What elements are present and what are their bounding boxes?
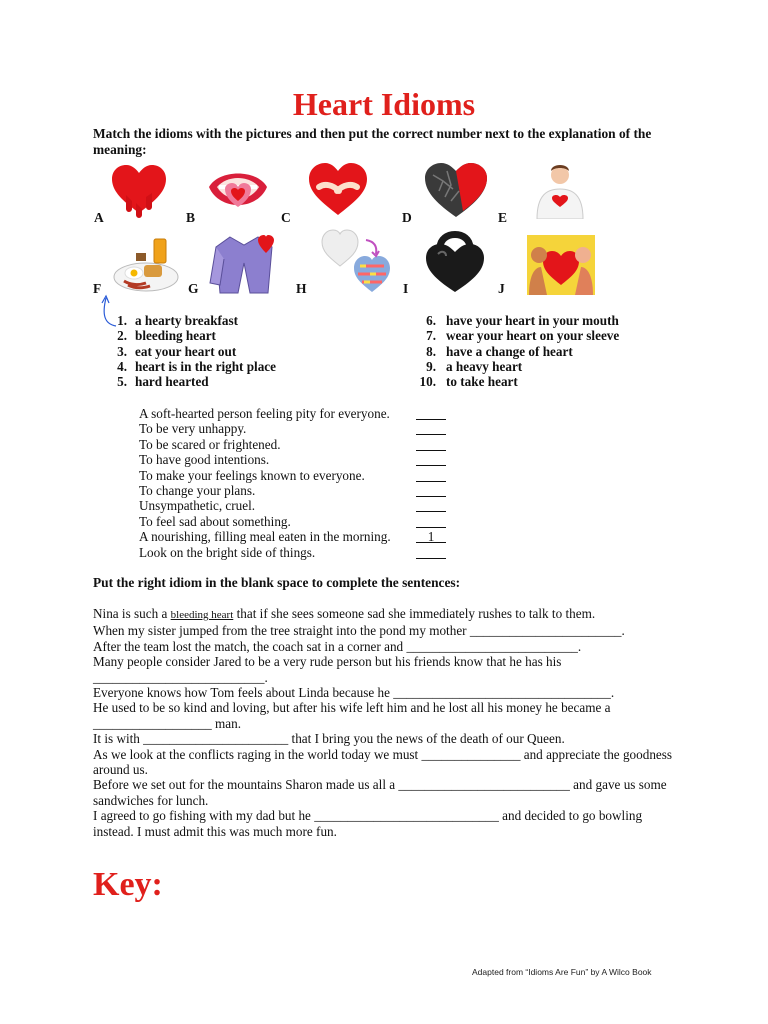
section-heading: Put the right idiom in the blank space to complete the sentences: [93,575,461,590]
instructions: Match the idioms with the pictures and then put the correct number next to the explanation of the meaning: [93,126,652,157]
answer-blank[interactable] [416,514,446,528]
picture-letter-d: D [402,210,412,225]
sentence: As we look at the conflicts raging in the world today we must _______________ and appreciate the goodness around us. [93,746,673,778]
list-item: 9. a heavy heart [426,358,523,374]
sentence: He used to be so kind and loving, but after his wife left him and he lost all his money he became a __________________ man. [93,700,611,731]
meaning-row: To feel sad about something. [139,514,446,529]
filled-answer: bleeding heart [170,609,234,621]
sentence: Nina is such a bleeding heart that if she sees someone sad she immediately rushes to talk to them. [93,606,596,621]
sentence: After the team lost the match, the coach sat in a corner and __________________________. [93,638,582,654]
stone-heart-icon [423,161,489,219]
sentence: I agreed to go fishing with my dad but he ____________________________ and decided to go bowling instead. I must admit this was much more fun. [93,808,643,839]
list-item: 4. heart is in the right place [117,358,277,374]
couple-heart-icon [527,235,595,295]
picture-letter-b: B [186,210,196,225]
picture-letter-g: G [188,281,199,296]
list-item: 8. have a change of heart [426,343,573,359]
answer-blank[interactable] [416,406,446,420]
meaning-row: To make your feelings known to everyone. [139,468,446,483]
meaning-row: To have good intentions. [139,452,446,467]
meaning-row: To be very unhappy. [139,421,446,436]
heart-on-shirt-icon [527,161,593,219]
meaning-row: To change your plans. [139,483,446,498]
list-item: 10. to take heart [419,374,518,390]
hugging-heart-icon [305,161,371,219]
picture-letter-h: H [296,281,307,296]
answer-blank[interactable] [416,437,446,451]
meanings-list [139,406,446,560]
changing-heart-icon [320,226,396,296]
sentences-block [93,606,683,839]
answer-blank[interactable] [416,545,446,559]
sentence: Everyone knows how Tom feels about Linda because he _________________________________. [93,685,615,701]
heart-kettlebell-icon [420,230,490,294]
list-item: 1. a hearty breakfast [117,313,239,328]
picture-letter-i: I [403,281,409,296]
idioms-left-list [99,313,276,389]
picture-letter-c: C [281,210,291,225]
picture-letter-a: A [94,210,104,225]
sentence: It is with ______________________ that I bring you the news of the death of our Queen. [93,731,565,747]
footer-credit: Adapted from “Idioms Are Fun” by A Wilco Book [472,967,652,977]
answer-blank[interactable] [416,421,446,435]
answer-blank[interactable] [416,468,446,482]
meaning-row: A nourishing, filling meal eaten in the morning. 1 [139,529,446,544]
list-item: 3. eat your heart out [117,343,237,359]
dripping-heart-icon [106,161,172,219]
answer-blank[interactable] [416,483,446,497]
heart-in-mouth-icon [205,161,271,219]
idioms-right-list [400,313,619,389]
list-item: 2. bleeding heart [117,328,216,344]
answer-blank[interactable] [416,498,446,512]
answer-blank[interactable] [416,452,446,466]
meaning-row: Look on the bright side of things. [139,545,446,560]
sentence: Before we set out for the mountains Sharon made us all a __________________________ and gave us some sandwiches for lunch. [93,777,667,808]
meaning-row: Unsympathetic, cruel. [139,498,446,513]
list-item: 7. wear your heart on your sleeve [426,328,620,344]
heart-on-sleeve-jacket-icon [208,233,280,297]
list-item: 6. have your heart in your mouth [426,313,619,328]
sentence: When my sister jumped from the tree straight into the pond my mother _______________________. [93,623,625,639]
meaning-row: A soft-hearted person feeling pity for everyone. [139,406,446,421]
sentence: Many people consider Jared to be a very rude person but his friends know that he has his __________________________. [93,654,562,685]
meaning-row: To be scared or frightened. [139,437,446,452]
page-title: Heart Idioms [292,86,476,122]
picture-letter-e: E [498,210,508,225]
key-heading: Key: [93,866,163,903]
picture-letter-f: F [93,281,102,296]
picture-letter-j: J [498,281,505,296]
breakfast-plate-icon [110,235,180,293]
answer-blank[interactable]: 1 [416,529,446,543]
list-item: 5. hard hearted [117,374,209,390]
